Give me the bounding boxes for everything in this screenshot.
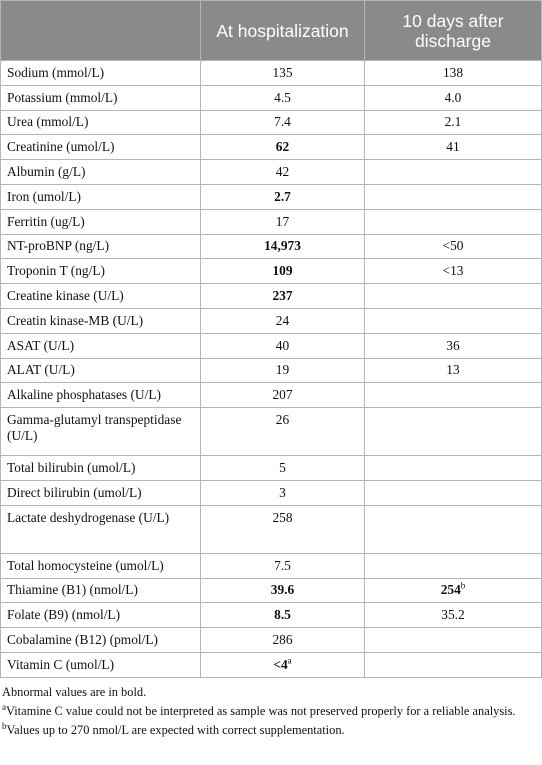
abnormal-value: 14,973	[264, 238, 301, 254]
value-after-discharge	[365, 456, 542, 481]
row-label: NT-proBNP (ng/L)	[1, 234, 201, 259]
row-label: Gamma-glutamyl transpeptidase (U/L)	[1, 408, 201, 456]
table-row	[1, 333, 542, 358]
table-footnotes	[0, 678, 542, 738]
abnormal-value: 8.5	[274, 607, 291, 623]
row-label: Lactate deshydrogenase (U/L)	[1, 505, 201, 553]
footnote-b	[2, 722, 540, 738]
row-label: Potassium (mmol/L)	[1, 85, 201, 110]
row-label: Total homocysteine (umol/L)	[1, 553, 201, 578]
table-row	[1, 553, 542, 578]
abnormal-value: 254	[440, 582, 461, 598]
table-row	[1, 652, 542, 677]
value-after-discharge: <13	[365, 259, 542, 284]
row-label: Total bilirubin (umol/L)	[1, 456, 201, 481]
table-row	[1, 456, 542, 481]
table-row	[1, 234, 542, 259]
row-label: Thiamine (B1) (nmol/L)	[1, 578, 201, 603]
footnote-marker-b: b	[460, 580, 466, 591]
value-after-discharge	[365, 553, 542, 578]
table-row	[1, 603, 542, 628]
value-after-discharge: 4.0	[365, 85, 542, 110]
table-row	[1, 628, 542, 653]
row-label: Sodium (mmol/L)	[1, 61, 201, 86]
value-at-hospitalization: 3	[201, 480, 365, 505]
value-after-discharge: <50	[365, 234, 542, 259]
value-at-hospitalization: 26	[201, 408, 365, 456]
table-row	[1, 505, 542, 553]
abnormal-value: 109	[272, 263, 293, 279]
value-at-hospitalization: 207	[201, 383, 365, 408]
row-label: ASAT (U/L)	[1, 333, 201, 358]
row-label: Vitamin C (umol/L)	[1, 652, 201, 677]
value-at-hospitalization: 286	[201, 628, 365, 653]
value-at-hospitalization: 19	[201, 358, 365, 383]
row-label: Ferritin (ug/L)	[1, 209, 201, 234]
footnote-b-text: Values up to 270 nmol/L are expected with correct supplementation.	[6, 722, 345, 737]
value-at-hospitalization: 24	[201, 308, 365, 333]
value-after-discharge	[365, 505, 542, 553]
abnormal-value: 2.7	[274, 188, 291, 204]
value-at-hospitalization: 7.5	[201, 553, 365, 578]
abnormal-value: 39.6	[270, 582, 295, 598]
value-at-hospitalization: 5	[201, 456, 365, 481]
header-after-discharge: 10 days after discharge	[365, 1, 542, 61]
value-after-discharge: 13	[365, 358, 542, 383]
value-after-discharge: 138	[365, 61, 542, 86]
table-row	[1, 110, 542, 135]
value-after-discharge	[365, 628, 542, 653]
table-row	[1, 308, 542, 333]
row-label: Troponin T (ng/L)	[1, 259, 201, 284]
value-at-hospitalization: 17	[201, 209, 365, 234]
value-after-discharge	[365, 160, 542, 185]
row-label: Folate (B9) (nmol/L)	[1, 603, 201, 628]
row-label: Iron (umol/L)	[1, 184, 201, 209]
footnote-a-marker: a	[2, 701, 6, 712]
abnormal-value: 62	[275, 139, 290, 155]
header-parameter	[1, 1, 201, 61]
footnote-b-marker: b	[2, 720, 7, 731]
value-after-discharge: 36	[365, 333, 542, 358]
value-after-discharge	[365, 209, 542, 234]
value-at-hospitalization: 4.5	[201, 85, 365, 110]
row-label: Creatinine (umol/L)	[1, 135, 201, 160]
value-after-discharge: 35.2	[365, 603, 542, 628]
table-header-row	[1, 1, 542, 61]
value-after-discharge	[365, 284, 542, 309]
value-after-discharge	[365, 184, 542, 209]
row-label: ALAT (U/L)	[1, 358, 201, 383]
table-row	[1, 160, 542, 185]
table-row	[1, 135, 542, 160]
value-after-discharge: 2.1	[365, 110, 542, 135]
table-row	[1, 480, 542, 505]
value-after-discharge	[365, 408, 542, 456]
row-label: Creatin kinase-MB (U/L)	[1, 308, 201, 333]
table-row	[1, 209, 542, 234]
row-label: Urea (mmol/L)	[1, 110, 201, 135]
table-row	[1, 383, 542, 408]
value-after-discharge	[365, 308, 542, 333]
table-row	[1, 184, 542, 209]
abnormal-value: <4	[273, 656, 288, 672]
row-label: Direct bilirubin (umol/L)	[1, 480, 201, 505]
table-row	[1, 578, 542, 603]
value-after-discharge	[365, 383, 542, 408]
value-at-hospitalization: 7.4	[201, 110, 365, 135]
table-row	[1, 358, 542, 383]
value-after-discharge	[365, 480, 542, 505]
row-label: Creatine kinase (U/L)	[1, 284, 201, 309]
value-at-hospitalization: 40	[201, 333, 365, 358]
value-at-hospitalization: 42	[201, 160, 365, 185]
value-after-discharge	[365, 652, 542, 677]
table-row	[1, 259, 542, 284]
footnote-a-text: Vitamine C value could not be interpreted as sample was not preserved properly for a reliable analysis.	[6, 703, 516, 718]
row-label: Alkaline phosphatases (U/L)	[1, 383, 201, 408]
value-after-discharge: 41	[365, 135, 542, 160]
table-row	[1, 61, 542, 86]
bold-values-note: Abnormal values are in bold.	[2, 684, 147, 699]
row-label: Albumin (g/L)	[1, 160, 201, 185]
value-at-hospitalization: 258	[201, 505, 365, 553]
abnormal-value: 237	[272, 288, 293, 304]
table-row	[1, 85, 542, 110]
value-at-hospitalization: 135	[201, 61, 365, 86]
header-at-hospitalization: At hospitalization	[201, 1, 365, 61]
table-row	[1, 408, 542, 456]
footnote-marker-a: a	[287, 655, 292, 666]
footnote-a	[2, 703, 540, 719]
row-label: Cobalamine (B12) (pmol/L)	[1, 628, 201, 653]
table-row	[1, 284, 542, 309]
